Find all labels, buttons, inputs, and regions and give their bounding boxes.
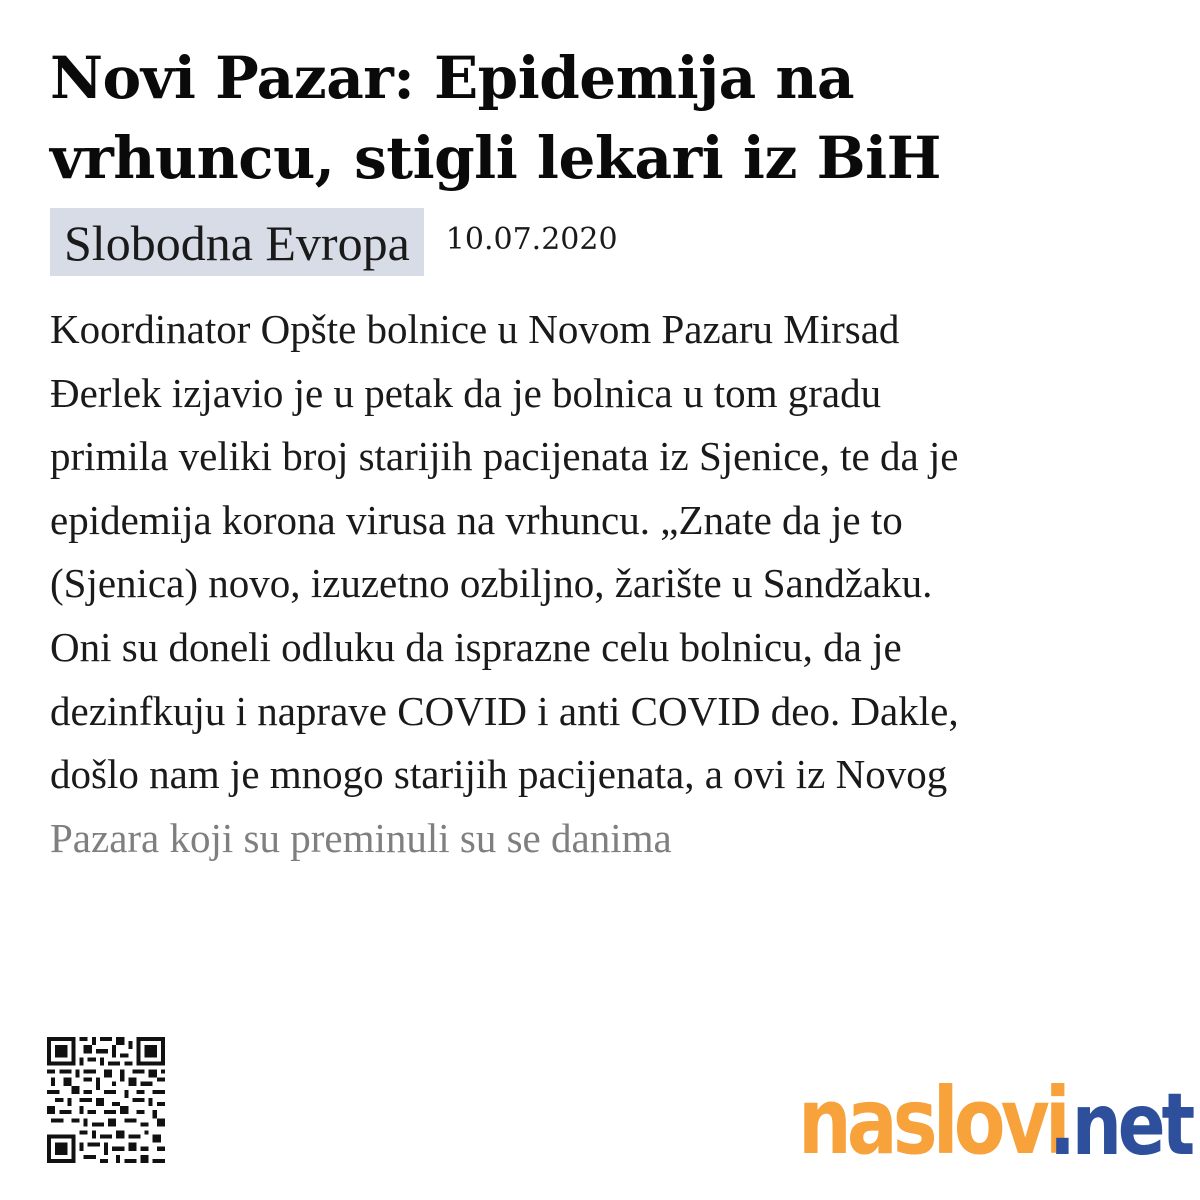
body-line: (Sjenica) novo, izuzetno ozbiljno, žarište u Sandžaku.: [50, 560, 933, 607]
source-badge[interactable]: Slobodna Evropa: [50, 208, 424, 276]
title-line-2: vrhuncu, stigli lekari iz BiH: [50, 124, 941, 192]
article: [50, 38, 1160, 870]
body-line: Oni su doneli odluku da isprazne celu bolnicu, da je: [50, 623, 902, 670]
article-meta: [50, 208, 1160, 280]
body-line: došlo nam je mnogo starijih pacijenata, a ovi iz Novog: [50, 751, 948, 798]
body-line: epidemija korona virusa na vrhuncu. „Znate da je to: [50, 496, 903, 543]
body-line: Koordinator Opšte bolnice u Novom Pazaru Mirsad: [50, 306, 900, 352]
publish-date: 10.07.2020: [445, 222, 618, 257]
body-line: primila veliki broj starijih pacijenata iz Sjenice, te da je: [50, 433, 959, 480]
logo-part-net: .net: [1048, 1075, 1191, 1175]
body-line: Đerlek izjavio je u petak da je bolnica u tom gradu: [50, 369, 882, 416]
body-line: dezinfkuju i naprave COVID i anti COVID deo. Dakle,: [50, 687, 959, 734]
site-logo[interactable]: [798, 1058, 1200, 1175]
logo-part-naslovi: naslovi: [798, 1068, 1066, 1175]
qr-code-icon[interactable]: [46, 1037, 166, 1163]
article-body: [50, 298, 1160, 870]
body-line-faded: Pazara koji su preminuli su se danima: [50, 814, 672, 861]
title-line-1: Novi Pazar: Epidemija na: [50, 44, 855, 112]
article-title[interactable]: [50, 38, 1160, 198]
